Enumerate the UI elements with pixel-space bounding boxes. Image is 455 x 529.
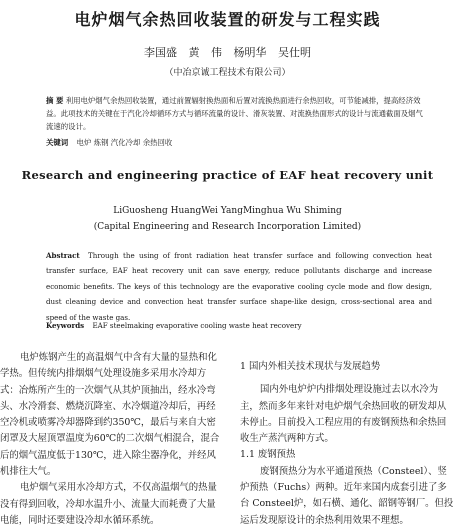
authors-en: LiGuosheng HuangWei YangMinghua Wu Shiming	[113, 206, 342, 216]
section-heading: 1 国内外相关技术现状与发展趋势	[240, 361, 381, 372]
body-left-column	[0, 350, 222, 529]
abstract-cn-label: 摘 要	[46, 96, 64, 105]
abstract-cn	[46, 94, 426, 133]
affiliation-cn: （中冶京诚工程技术有限公司）	[164, 68, 291, 78]
abstract-en-label: Abstract	[46, 251, 80, 260]
keywords-en-label: Keywords	[46, 321, 85, 330]
body-right-column	[240, 359, 455, 529]
body-paragraph: 废钢预热分为水平通道预热（Consteel）、竖炉预热（Fuchs）两种。近年来国内成套引进了多台 Consteel炉，如石横、通化、韶钢等钢厂。但投运后发现原设计的余热利用效果不理想。	[240, 465, 454, 526]
authors-cn: 李国盛 黄 伟 杨明华 吴仕明	[144, 46, 311, 59]
paper-title-en: Research and engineering practice of EAF heat recovery unit	[21, 168, 434, 182]
keywords-en-text: EAF steelmaking evaporative cooling waste heat recovery	[92, 321, 302, 330]
keywords-cn	[46, 137, 172, 148]
keywords-en	[46, 321, 302, 330]
abstract-cn-text: 利用电炉烟气余热回收装置，通过前置辐射换热面和后置对流换热面进行余热回收，可节能减排，提高经济效益。此项技术的关键在于汽化冷却循环方式与循环流量的设计、滑灰装置、对流换热面形式的设计与流通截面及烟气流速的设计。	[46, 96, 423, 131]
body-paragraph: 电炉炼钢产生的高温烟气中含有大量的显热和化学热。但传统内排烟烟气处理设施多采用水冷却方式：冶炼所产生的一次烟气从其炉顶抽出，经水冷弯头、水冷滑套、燃烧沉降室、水冷烟道冷却后，再经空冷机或喷雾冷却器降到约350℃，最后与来自大密闭罩及大屋顶罩温度为60℃的二次烟气相混合，混合后的烟气温度低于130℃，进入除尘器净化，并经风机排往大气。	[0, 352, 220, 478]
abstract-en	[46, 248, 432, 325]
abstract-en-text: Through the using of front radiation heat transfer surface and following convection heat transfer surface, EAF heat recovery unit can save energy, reduce pollutants discharge and increase economic benefits. The keys of this technology are the evaporative cooling cycle mode and flow design, dust cleaning device and convection heat transfer surface shape-like design, cross-sectional area and speed of the waste gas.	[46, 251, 432, 322]
keywords-cn-text: 电炉 炼钢 汽化冷却 余热回收	[76, 138, 173, 147]
keywords-cn-label: 关键词	[46, 138, 69, 147]
affiliation-en: (Capital Engineering and Research Incorporation Limited)	[93, 222, 362, 232]
body-paragraph: 电炉烟气采用水冷却方式，不仅高温烟气的热量没有得到回收，冷却水温升小、流量大而耗费了大量电能，同时还要建设冷却水循环系统。	[0, 482, 217, 526]
subsection-heading: 1.1 废钢预热	[240, 449, 296, 461]
body-paragraph: 国内外电炉炉内排烟处理设施过去以水冷为主，然而多年来针对电炉烟气余热回收的研发却从未停止。目前投入工程应用的有废钢预热和余热回收生产蒸汽两种方式。	[240, 384, 447, 445]
paper-title-cn: 电炉烟气余热回收装置的研发与工程实践	[74, 10, 381, 29]
